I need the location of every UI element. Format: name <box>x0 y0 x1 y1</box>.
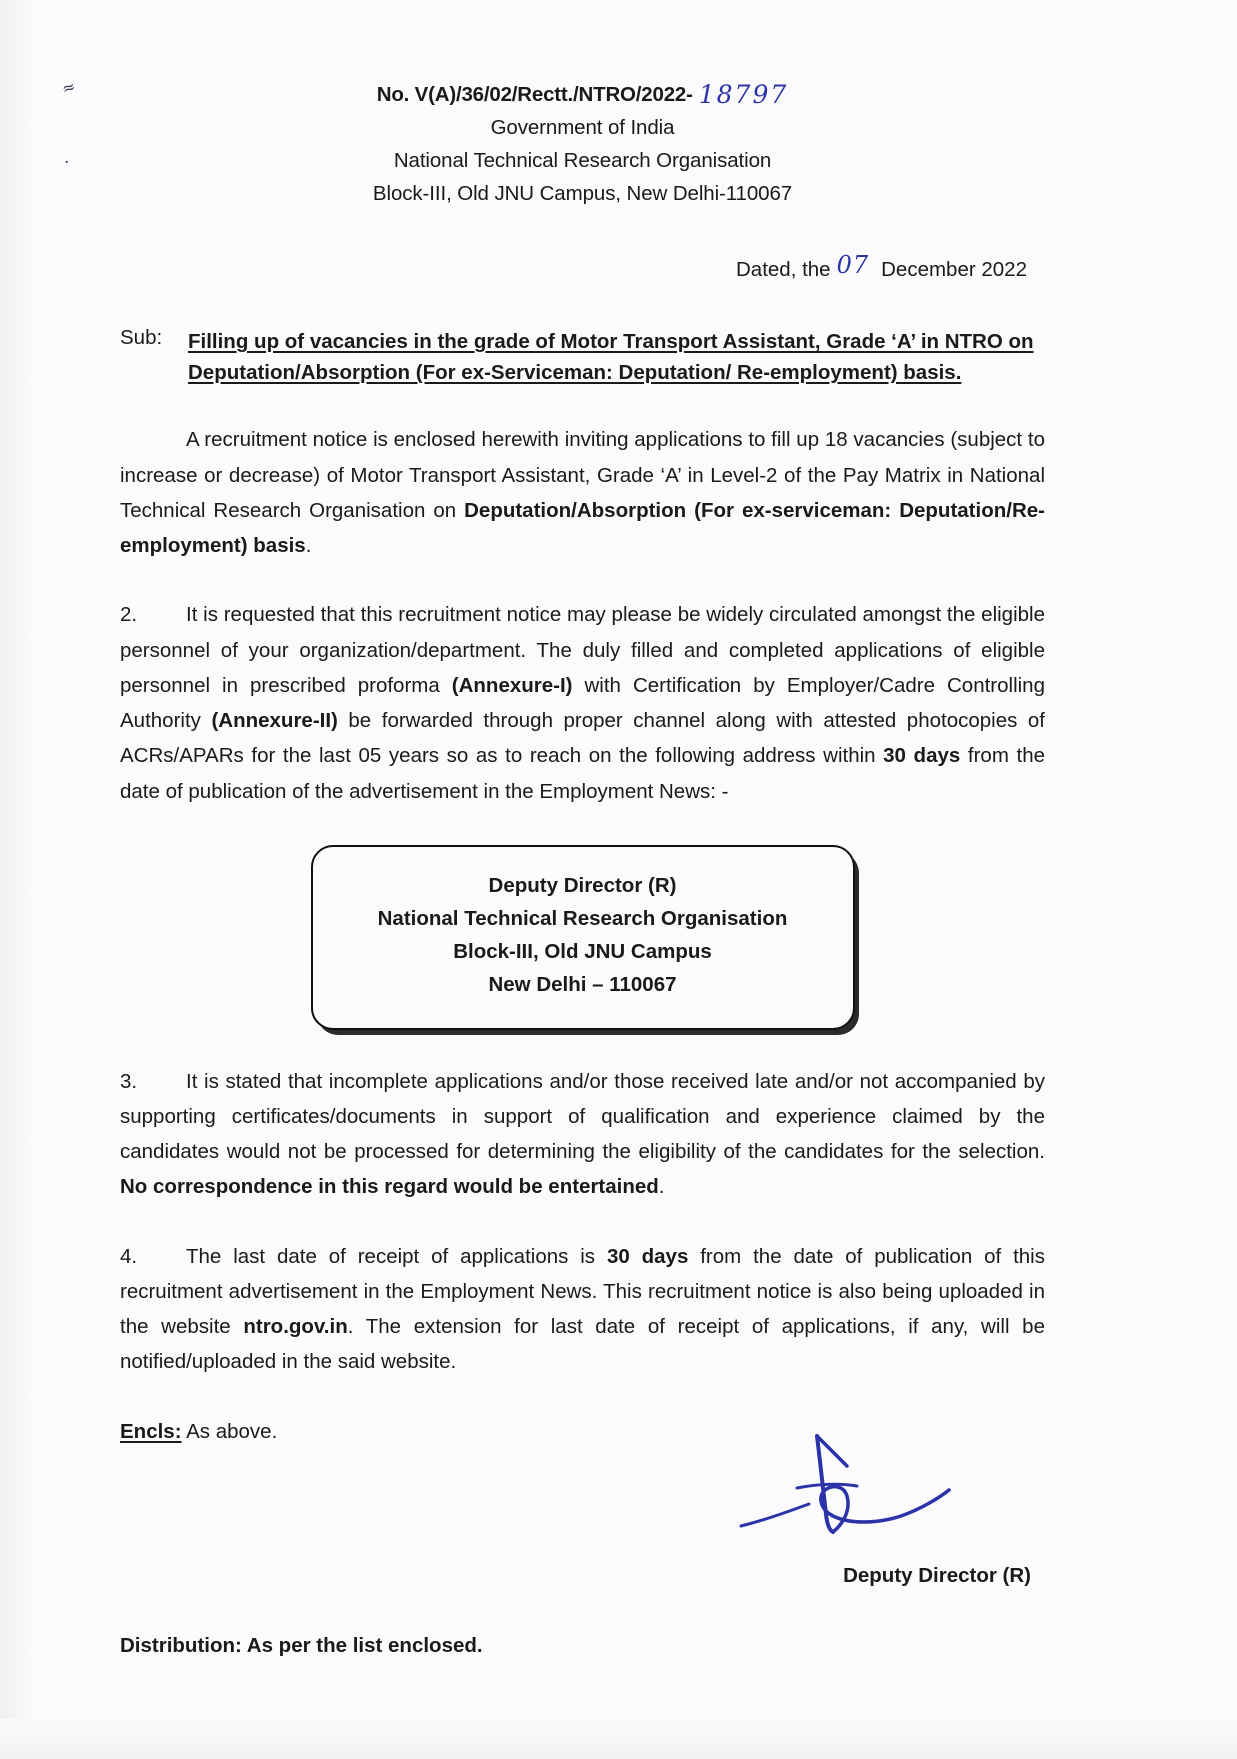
dated-handwritten-day: 07 <box>836 251 870 279</box>
paragraph-4-text-e: . The extension for last date of receipt of applications, if any, will be notified/uploaded in the said website. <box>120 1315 1045 1374</box>
signature-icon <box>725 1428 955 1548</box>
paragraph-4-number: 4. <box>120 1244 138 1268</box>
signatory-name: Deputy Director (R) <box>843 1563 1031 1587</box>
dated-suffix: December 2022 <box>881 258 1027 281</box>
reference-number: No. V(A)/36/02/Rectt./NTRO/2022- <box>376 83 693 106</box>
paragraph-3-bold-no-correspondence: No correspondence in this regard would be entertained <box>120 1175 659 1199</box>
address-box-wrapper <box>120 845 1045 1030</box>
paragraph-2-bold-30-days: 30 days <box>883 744 961 768</box>
document-content <box>120 0 1045 1658</box>
paragraph-1-bold-b: Deputation/Absorption (For ex-serviceman: Deputation/Re-employment) basis <box>120 498 1045 558</box>
subject-line-2: Deputation/Absorption (For ex-Serviceman: Deputation/ Re-employment) basis. <box>188 361 962 385</box>
reference-line <box>120 78 1045 107</box>
paragraph-3-text-c: . <box>658 1175 665 1199</box>
subject-line-1: Filling up of vacancies in the grade of Motor Transport Assistant, Grade ‘A’ in NTRO on <box>188 330 1034 353</box>
paragraph-2-text-g: from the date of publication of the advertisement in the Employment News: - <box>120 744 1045 803</box>
paragraph-4-text-a: The last date of receipt of applications is <box>186 1244 607 1268</box>
org-line-country: Government of India <box>490 116 675 139</box>
paragraph-4-text-c: from the date of publication of this recruitment advertisement in the Employment News. This recruitment notice is also being uploaded in the website <box>120 1244 1045 1339</box>
org-line-address: Block-III, Old JNU Campus, New Delhi-110067 <box>372 182 793 205</box>
distribution-line: Distribution: As per the list enclosed. <box>120 1633 483 1657</box>
subject-block <box>120 326 1045 388</box>
paragraph-4-bold-website: ntro.gov.in <box>243 1315 348 1339</box>
paragraph-4-bold-30-days: 30 days <box>606 1244 689 1268</box>
paragraph-2-text-c: with Certification by Employer/Cadre Controlling Authority <box>120 673 1045 733</box>
dated-prefix: Dated, the <box>735 258 831 281</box>
scan-edge-left <box>0 0 34 1759</box>
reference-handwritten-number: 18797 <box>698 80 789 109</box>
paragraph-2 <box>120 597 1045 809</box>
address-line-designation: Deputy Director (R) <box>488 873 677 897</box>
paragraph-3-text-a: It is stated that incomplete applications and/or those received late and/or not accompanied by supporting certificates/documents in support of qualification and experience claimed by the candidates would not be processed for determining the eligibility of the candidates for the selection. <box>120 1069 1045 1164</box>
address-line-campus: Block-III, Old JNU Campus <box>453 940 712 964</box>
signature-zone <box>120 1444 1045 1594</box>
address-line-organisation: National Technical Research Organisation <box>377 907 788 931</box>
org-line-organisation: National Technical Research Organisation <box>393 149 772 172</box>
address-box <box>311 845 855 1030</box>
paragraph-2-bold-annexure-1: (Annexure-I) <box>451 673 573 697</box>
paragraph-4 <box>120 1239 1045 1380</box>
scan-artifact-mark-dot: . <box>64 148 70 168</box>
paragraph-2-text-e: be forwarded through proper channel along with attested photocopies of ACRs/APARs for the last 05 years so as to reach on the following address within <box>120 709 1045 768</box>
scan-artifact-mark-top: ≈ <box>59 76 79 99</box>
paragraph-2-text-a: It is requested that this recruitment notice may please be widely circulated amongst the eligible personnel of your organization/department. The duly filled and completed applications of eligible personnel in prescribed proforma <box>120 603 1045 697</box>
paragraph-3-number: 3. <box>120 1069 138 1093</box>
paragraph-2-bold-annexure-2: (Annexure-II) <box>211 709 338 733</box>
subject-label: Sub: <box>120 326 163 349</box>
paragraph-3 <box>120 1064 1045 1205</box>
address-line-city-pin: New Delhi – 110067 <box>488 973 677 997</box>
paragraph-2-number: 2. <box>120 603 138 627</box>
encls-label: Encls: <box>120 1419 182 1443</box>
encls-value: As above. <box>181 1419 278 1443</box>
paragraph-1-text-c: . <box>305 534 312 558</box>
subject-text <box>188 326 1045 388</box>
paragraph-1 <box>120 422 1045 563</box>
paragraph-1-text-a: A recruitment notice is enclosed herewith inviting applications to fill up 18 vacancies (subject to increase or decrease) of Motor Transport Assistant, Grade ‘A’ in Level-2 of the Pay Matrix in National Technical Research Organisation on <box>120 428 1045 522</box>
scan-edge-bottom <box>0 1719 1237 1759</box>
dated-line <box>120 251 1045 282</box>
